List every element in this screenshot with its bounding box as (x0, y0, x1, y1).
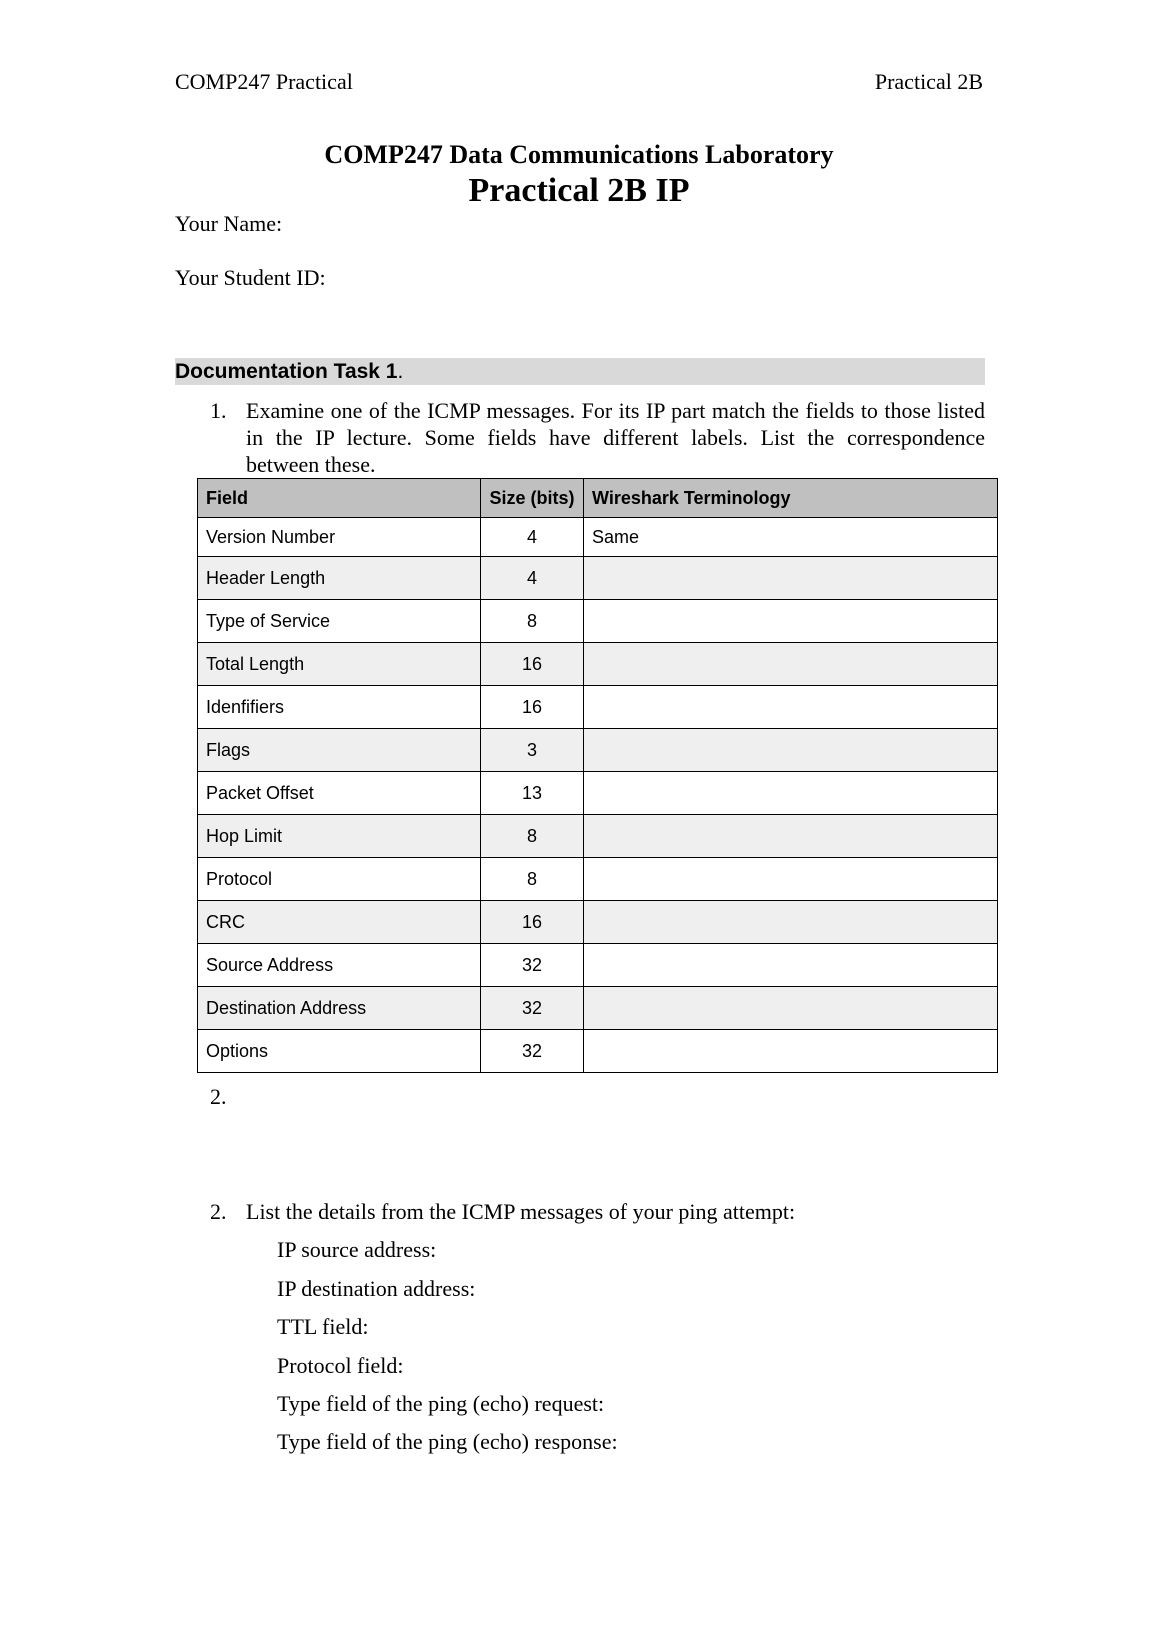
cell-size: 16 (481, 643, 584, 686)
cell-size: 32 (481, 987, 584, 1030)
question-2 (210, 1199, 795, 1225)
cell-size: 4 (481, 557, 584, 600)
stray-list-number: 2. (210, 1084, 227, 1109)
running-header-course: COMP247 Practical (175, 69, 353, 94)
cell-field: Destination Address (198, 987, 481, 1030)
table-row (198, 686, 998, 729)
cell-size: 8 (481, 858, 584, 901)
table-row (198, 1030, 998, 1073)
table-body (198, 518, 998, 1073)
table-row (198, 643, 998, 686)
question-2-text: List the details from the ICMP messages of your ping attempt: (246, 1199, 796, 1224)
task-heading-suffix: . (397, 360, 404, 383)
cell-field: Options (198, 1030, 481, 1073)
question-2-number: 2. (210, 1199, 227, 1224)
cell-size: 32 (481, 1030, 584, 1073)
detail-ip-source: IP source address: (277, 1237, 437, 1262)
table-header-row (198, 479, 998, 518)
cell-wireshark-term[interactable] (584, 901, 998, 944)
cell-wireshark-term[interactable] (584, 1030, 998, 1073)
cell-field: Source Address (198, 944, 481, 987)
cell-wireshark-term[interactable] (584, 557, 998, 600)
cell-field: Type of Service (198, 600, 481, 643)
cell-wireshark-term[interactable] (584, 815, 998, 858)
cell-field: Version Number (198, 518, 481, 557)
cell-wireshark-term[interactable] (584, 686, 998, 729)
ip-fields-table (197, 478, 998, 1073)
cell-field: CRC (198, 901, 481, 944)
cell-wireshark-term[interactable] (584, 858, 998, 901)
detail-echo-response-type: Type field of the ping (echo) response: (277, 1429, 618, 1454)
table-row (198, 557, 998, 600)
cell-wireshark-term[interactable] (584, 772, 998, 815)
cell-field: Protocol (198, 858, 481, 901)
table-row (198, 729, 998, 772)
cell-field: Idenfifiers (198, 686, 481, 729)
cell-wireshark-term[interactable]: Same (584, 518, 998, 557)
table-row (198, 987, 998, 1030)
table-row (198, 901, 998, 944)
cell-size: 3 (481, 729, 584, 772)
document-subtitle: Practical 2B IP (468, 172, 690, 209)
cell-wireshark-term[interactable] (584, 643, 998, 686)
document-title: COMP247 Data Communications Laboratory (324, 140, 834, 169)
cell-field: Header Length (198, 557, 481, 600)
table-row (198, 858, 998, 901)
cell-field: Flags (198, 729, 481, 772)
cell-field: Total Length (198, 643, 481, 686)
student-id-label: Your Student ID: (175, 265, 326, 290)
column-header-wireshark: Wireshark Terminology (584, 479, 998, 518)
cell-size: 16 (481, 901, 584, 944)
question-1-number: 1. (210, 398, 227, 423)
cell-wireshark-term[interactable] (584, 944, 998, 987)
table-row (198, 772, 998, 815)
column-header-size: Size (bits) (481, 479, 584, 518)
cell-size: 8 (481, 600, 584, 643)
name-label: Your Name: (175, 211, 283, 236)
running-header-practical: Practical 2B (874, 69, 983, 94)
task-heading (175, 358, 985, 385)
question-1 (210, 397, 985, 478)
detail-ip-destination: IP destination address: (277, 1276, 476, 1301)
column-header-field: Field (198, 479, 481, 518)
question-1-text: Examine one of the ICMP messages. For its IP part match the fields to those listed in the IP lecture. Some fields have different labels. List the correspondence between these. (246, 398, 985, 477)
cell-size: 4 (481, 518, 584, 557)
cell-field: Hop Limit (198, 815, 481, 858)
detail-ttl: TTL field: (277, 1314, 369, 1339)
cell-wireshark-term[interactable] (584, 987, 998, 1030)
detail-protocol: Protocol field: (277, 1353, 404, 1378)
task-heading-text: Documentation Task 1 (175, 360, 398, 383)
cell-wireshark-term[interactable] (584, 600, 998, 643)
cell-size: 16 (481, 686, 584, 729)
table-row (198, 944, 998, 987)
detail-echo-request-type: Type field of the ping (echo) request: (277, 1391, 605, 1416)
cell-field: Packet Offset (198, 772, 481, 815)
cell-wireshark-term[interactable] (584, 729, 998, 772)
cell-size: 13 (481, 772, 584, 815)
cell-size: 8 (481, 815, 584, 858)
table-row (198, 815, 998, 858)
table-row (198, 600, 998, 643)
table-row (198, 518, 998, 557)
cell-size: 32 (481, 944, 584, 987)
